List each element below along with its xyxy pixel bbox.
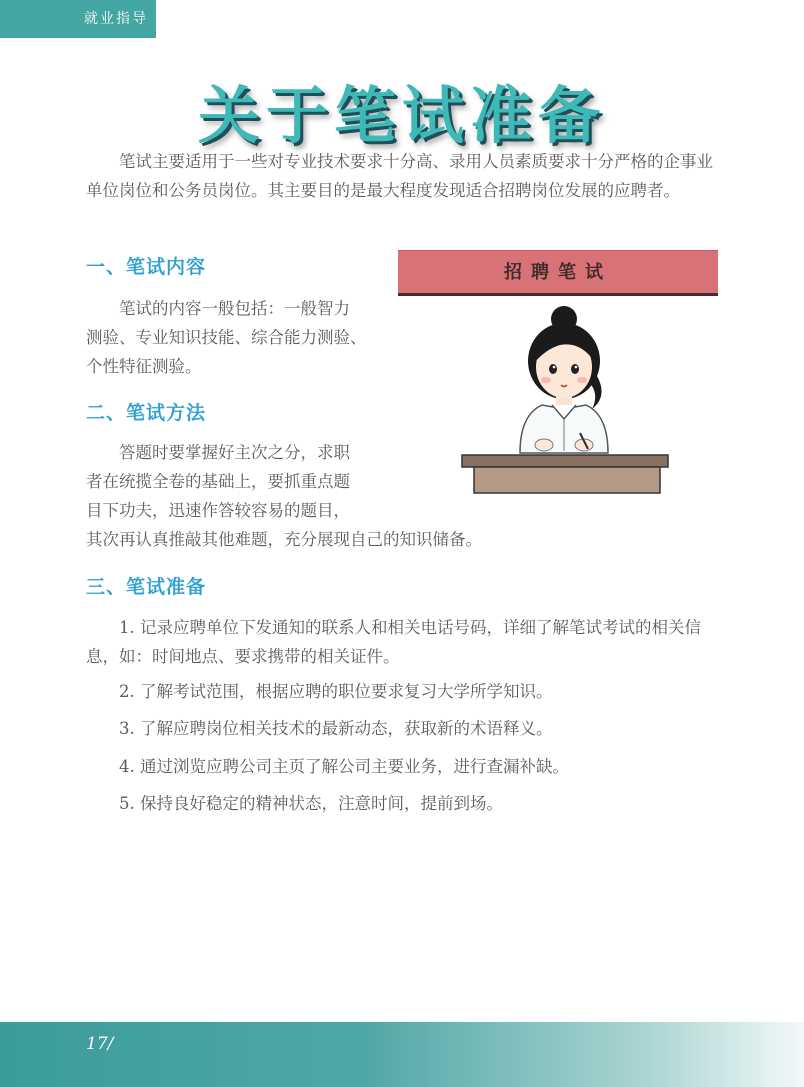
page-title: 关于笔试准备 (197, 79, 606, 152)
woman-at-desk-illustration (460, 305, 672, 501)
intro-paragraph: 笔试主要适用于一些对专业技术要求十分高、录用人员素质要求十分严格的企事业单位岗位和公务员岗位。其主要目的是最大程度发现适合招聘岗位发展的应聘者。 (86, 152, 713, 200)
method-line-1: 答题时要掌握好主次之分，求职 (119, 443, 350, 462)
prep-item-5: 5. 保持良好稳定的精神状态，注意时间，提前到场。 (119, 794, 503, 813)
section-tag: 就业指导 (0, 0, 156, 38)
prep-item-1: 1. 记录应聘单位下发通知的联系人和相关电话号码，详细了解笔试考试的相关信息，如：时间地点、要求携带的相关证件。 (86, 618, 701, 666)
section-heading-method: 二、笔试方法 (86, 402, 207, 424)
method-line-2: 者在统揽全卷的基础上，要抓重点题 (86, 472, 350, 491)
section-heading-preparation: 三、笔试准备 (86, 576, 207, 598)
content-line-1: 笔试的内容一般包括：一般智力 (119, 299, 350, 318)
exam-banner: 招聘笔试 (398, 250, 718, 296)
content-line-3: 个性特征测验。 (86, 357, 202, 376)
prep-item-4: 4. 通过浏览应聘公司主页了解公司主要业务，进行查漏补缺。 (119, 757, 569, 776)
footer-bar (0, 1022, 804, 1087)
method-line-4: 其次再认真推敲其他难题，充分展现自己的知识储备。 (86, 530, 482, 549)
prep-item-2: 2. 了解考试范围，根据应聘的职位要求复习大学所学知识。 (119, 682, 553, 701)
content-line-2: 测验、专业知识技能、综合能力测验、 (86, 328, 367, 347)
prep-item-3: 3. 了解应聘岗位相关技术的最新动态，获取新的术语释义。 (119, 719, 553, 738)
method-line-3: 目下功夫，迅速作答较容易的题目， (86, 501, 350, 520)
section-heading-content: 一、笔试内容 (86, 256, 207, 278)
page-number: 17/ (86, 1034, 114, 1054)
